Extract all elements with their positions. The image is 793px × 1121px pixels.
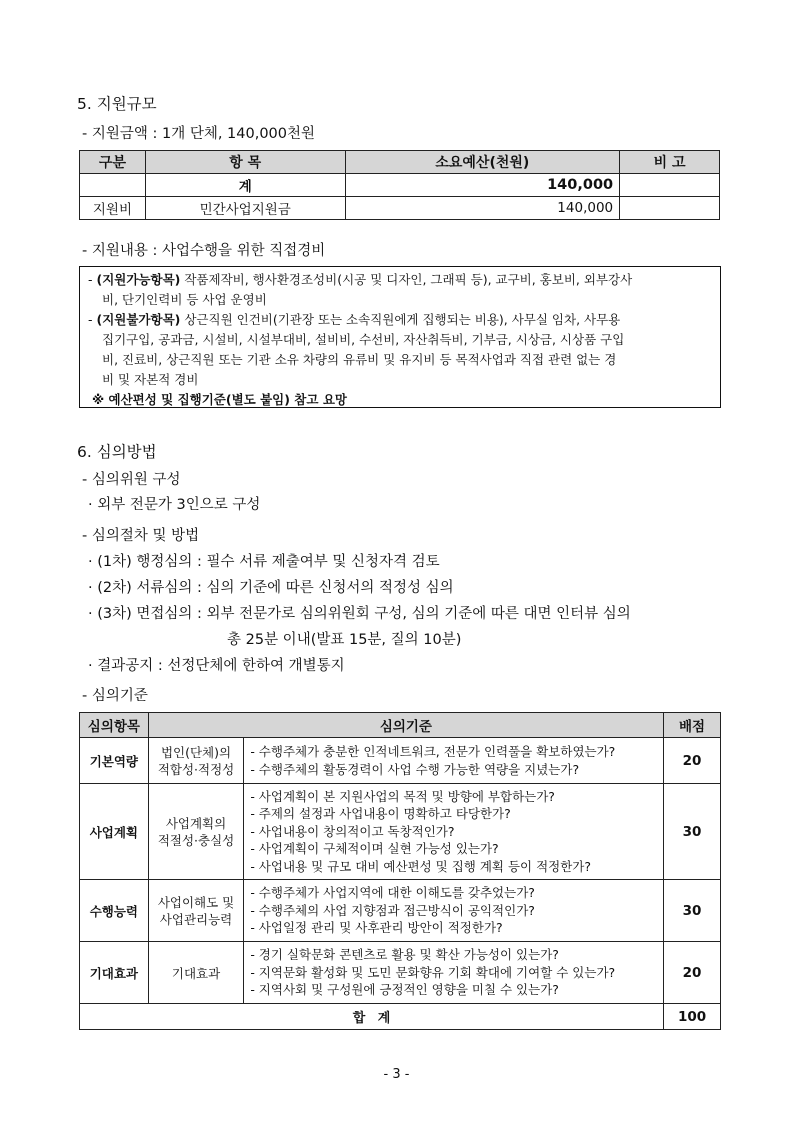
budget-total-row — [80, 174, 720, 197]
criteria-item: 수행능력 — [80, 880, 149, 942]
col-header-item: 항 목 — [145, 151, 345, 174]
criteria-detail: - 사업계획이 본 지원사업의 목적 및 방향에 부합하는가? - 주제의 설정과 사업내용이 명확하고 타당한가? - 사업내용이 창의적이고 독창적인가? - 사업계획이 구체적이며 실현 가능성 있는가? - 사업내용 및 규모 대비 예산편성 및 집행 계획 등이 적정한가? — [244, 784, 664, 880]
disallowed-line-4: 비 및 자본적 경비 — [102, 372, 199, 387]
criteria-row — [80, 784, 721, 880]
disallowed-line-1: - (지원불가항목) 상근직원 인건비(기관장 또는 소속직원에게 집행되는 비용), 사무실 임차, 사무용 — [88, 312, 621, 327]
col-header-category: 구분 — [80, 151, 146, 174]
row-category: 지원비 — [80, 197, 146, 220]
procedure-step-1: · (1차) 행정심의 : 필수 서류 제출여부 및 신청자격 검토 — [88, 554, 440, 570]
row-value: 140,000 — [345, 197, 620, 220]
col-header-criteria: 심의기준 — [148, 713, 663, 738]
page-number: - 3 - — [383, 1067, 410, 1082]
budget-row — [80, 197, 720, 220]
criteria-sub: 법인(단체)의 적합성·적정성 — [148, 738, 244, 784]
disallowed-line-2: 집기구입, 공과금, 시설비, 시설부대비, 설비비, 수선비, 자산취득비, 기부금, 시상금, 시상품 구입 — [102, 332, 625, 347]
criteria-total-label: 합 계 — [80, 1004, 664, 1030]
col-header-budget: 소요예산(천원) — [345, 151, 620, 174]
procedure-step-2: · (2차) 서류심의 : 심의 기준에 따른 신청서의 적정성 심의 — [88, 580, 454, 596]
col-header-item: 심의항목 — [80, 713, 149, 738]
criteria-detail: - 수행주체가 사업지역에 대한 이해도를 갖추었는가? - 수행주체의 사업 지향점과 접근방식이 공익적인가? - 사업일정 관리 및 사후관리 방안이 적정한가? — [244, 880, 664, 942]
result-notice: · 결과공지 : 선정단체에 한하여 개별통지 — [88, 658, 345, 674]
procedure-step-3: · (3차) 면접심의 : 외부 전문가로 심의위원회 구성, 심의 기준에 따른 대면 인터뷰 심의 — [88, 606, 631, 622]
support-amount: - 지원금액 : 1개 단체, 140,000천원 — [82, 126, 316, 142]
procedure-heading: - 심의절차 및 방법 — [82, 528, 200, 544]
total-label: 계 — [145, 174, 345, 197]
budget-note: ※ 예산편성 및 집행기준(별도 붙임) 참고 요망 — [92, 392, 347, 407]
budget-table-header — [80, 151, 720, 174]
criteria-sub: 사업이해도 및 사업관리능력 — [148, 880, 244, 942]
allowed-label: (지원가능항목) — [96, 272, 181, 287]
row-item: 민간사업지원금 — [145, 197, 345, 220]
criteria-score: 20 — [664, 738, 721, 784]
support-content: - 지원내용 : 사업수행을 위한 직접경비 — [82, 243, 326, 259]
budget-table — [79, 150, 720, 220]
disallowed-label: (지원불가항목) — [96, 312, 181, 327]
criteria-row — [80, 942, 721, 1004]
col-header-score: 배점 — [664, 713, 721, 738]
criteria-total-score: 100 — [664, 1004, 721, 1030]
col-header-note: 비 고 — [620, 151, 720, 174]
allowed-line-1: - (지원가능항목) 작품제작비, 행사환경조성비(시공 및 디자인, 그래픽 등), 교구비, 홍보비, 외부강사 — [88, 272, 633, 287]
criteria-row — [80, 880, 721, 942]
criteria-item: 기대효과 — [80, 942, 149, 1004]
allowed-line-2: 비, 단기인력비 등 사업 운영비 — [102, 292, 267, 307]
criteria-score: 30 — [664, 880, 721, 942]
criteria-heading: - 심의기준 — [82, 688, 148, 704]
criteria-table-header — [80, 713, 721, 738]
criteria-sub: 사업계획의 적절성·충실성 — [148, 784, 244, 880]
criteria-sub: 기대효과 — [148, 942, 244, 1004]
criteria-row — [80, 738, 721, 784]
committee-heading: - 심의위원 구성 — [82, 472, 181, 488]
procedure-step-3-cont: 총 25분 이내(발표 15분, 질의 10분) — [227, 632, 462, 648]
support-items-box — [79, 266, 721, 408]
section-5-title: 5. 지원규모 — [77, 95, 157, 113]
criteria-total-row — [80, 1004, 721, 1030]
section-6-title: 6. 심의방법 — [77, 443, 157, 461]
criteria-item: 기본역량 — [80, 738, 149, 784]
criteria-detail: - 경기 실학문화 콘텐츠로 활용 및 확산 가능성이 있는가? - 지역문화 활성화 및 도민 문화향유 기회 확대에 기여할 수 있는가? - 지역사회 및 구성원에 긍정적인 영향을 미칠 수 있는가? — [244, 942, 664, 1004]
total-value: 140,000 — [345, 174, 620, 197]
criteria-table — [79, 712, 721, 1030]
criteria-item: 사업계획 — [80, 784, 149, 880]
disallowed-line-3: 비, 진료비, 상근직원 또는 기관 소유 차량의 유류비 및 유지비 등 목적사업과 직접 관련 없는 경 — [102, 352, 617, 367]
committee-detail: · 외부 전문가 3인으로 구성 — [88, 497, 261, 513]
criteria-detail: - 수행주체가 충분한 인적네트워크, 전문가 인력풀을 확보하였는가? - 수행주체의 활동경력이 사업 수행 가능한 역량을 지녔는가? — [244, 738, 664, 784]
criteria-score: 30 — [664, 784, 721, 880]
criteria-score: 20 — [664, 942, 721, 1004]
